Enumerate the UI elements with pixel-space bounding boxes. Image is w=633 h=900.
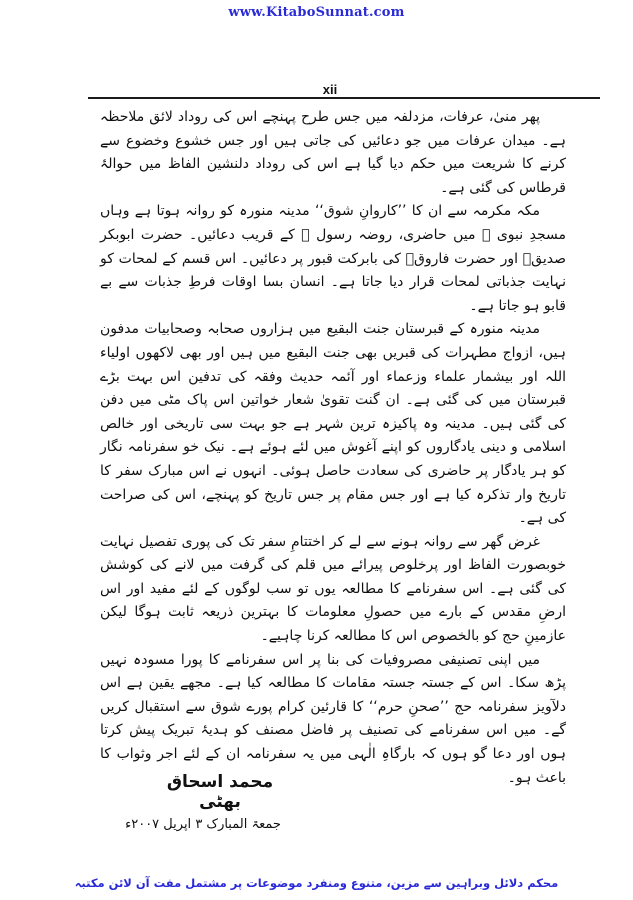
paragraph-madina-journey: مکہ مکرمہ سے ان کا ’’کاروانِ شوق‘‘ مدینہ منورہ کو روانہ ہوتا ہے وہاں مسجدِ نبوی ﷺ میں حاضری، روضہ رسول ﷺ کے قریب دعائیں۔ حضرت ابوبکر صدیقؓ اور حضرت فاروقؓ کی بابرکت قبور پر دعائیں۔ اس قسم کے لمحات کو نہایت جذباتی لمحات قرار دیا جاتا ہے۔ انسان بسا اوقات فرطِ جذبات سے بے قابو ہو جاتا ہے۔ <box>100 203 566 314</box>
signature-date: جمعۃ المبارک ۳ اپریل ۲۰۰۷ء <box>125 817 281 832</box>
author-signature: محمد اسحاق بھٹی <box>166 772 274 812</box>
site-url-header[interactable]: www.KitaboSunnat.com <box>228 5 405 20</box>
paragraph-closing-wishes: میں اپنی تصنیفی مصروفیات کی بنا پر اس سفرنامے کا پورا مسودہ نہیں پڑھ سکا۔ اس کے جستہ جستہ مقامات کا مطالعہ کیا ہے۔ مجھے یقین ہے اس دلآویز سفرنامہ حج ’’صحنِ حرم‘‘ کا قارئین کرام پورے شوق سے استقبال کریں گے۔ میں اس سفرنامے کی تصنیف پر فاضل مصنف کو ہدیۂ تبریک پیش کرتا ہوں اور دعا گو ہوں کہ بارگاہِ الٰہی میں یہ سفرنامہ ان کے لئے اجر وثواب کا باعث ہو۔ <box>100 651 566 786</box>
paragraph-jannat-al-baqi: مدینہ منورہ کے قبرستان جنت البقیع میں ہزاروں صحابہ وصحابیات مدفون ہیں، ازواج مطہرات کی قبریں بھی جنت البقیع میں ہیں اور بھی لاکھوں اولیاء اللہ اور بیشمار علماء وزعماء اور آئمہ حدیث وفقہ کی تدفین اس بہت بڑے قبرستان میں کی گئی ہے۔ ان گنت تقویٰ شعار خواتین اس پاک مٹی میں دفن کی گئی ہیں۔ مدینہ وہ پاکیزہ ترین شہر ہے جو بہت سی تاریخی اور خالص اسلامی و دینی یادگاروں کو اپنے آغوش میں لئے ہوئے ہے۔ نیک خو سفرنامہ نگار کو ہر یادگار پر حاضری کی سعادت حاصل ہوئی۔ انہوں نے اس مبارک سفر کا تاریخ وار تذکرہ کیا ہے اور جس مقام پر جس تاریخ کو پہنچے، اس کی صراحت کی ہے۔ <box>100 321 566 527</box>
footer-tagline[interactable]: محکم دلائل وبراہین سے مزین، متنوع ومنفرد موضوعات پر مشتمل مفت آن لائن مکتبہ <box>74 876 559 890</box>
foreword-body <box>100 106 566 790</box>
header-divider <box>88 97 600 99</box>
page-number: xii <box>322 82 338 97</box>
paragraph-travelogue-summary: غرض گھر سے روانہ ہونے سے لے کر اختتامِ سفر تک کی پوری تفصیل نہایت خوبصورت الفاظ اور پرخلوص پیرائے میں قلم کی گرفت میں لانے کی کوشش کی گئی ہے۔ اس سفرنامے کا مطالعہ یوں تو سب لوگوں کے لئے مفید اور اس ارضِ مقدس کے بارے میں حصولِ معلومات کا بہترین ذریعہ ثابت ہوگا لیکن عازمینِ حج کو بالخصوص اس کا مطالعہ کرنا چاہیے۔ <box>100 533 566 645</box>
paragraph-mina-arafat: پھر منیٰ، عرفات، مزدلفہ میں جس طرح پہنچے اس کی روداد لائق ملاحظہ ہے۔ میدان عرفات میں جو دعائیں کی جاتی ہیں اور جس خشوع وخضوع سے کرنے کا شریعت میں حکم دیا گیا ہے اس کی روداد دلنشین الفاظ میں حوالۂ قرطاس کی گئی ہے۔ <box>100 109 566 196</box>
